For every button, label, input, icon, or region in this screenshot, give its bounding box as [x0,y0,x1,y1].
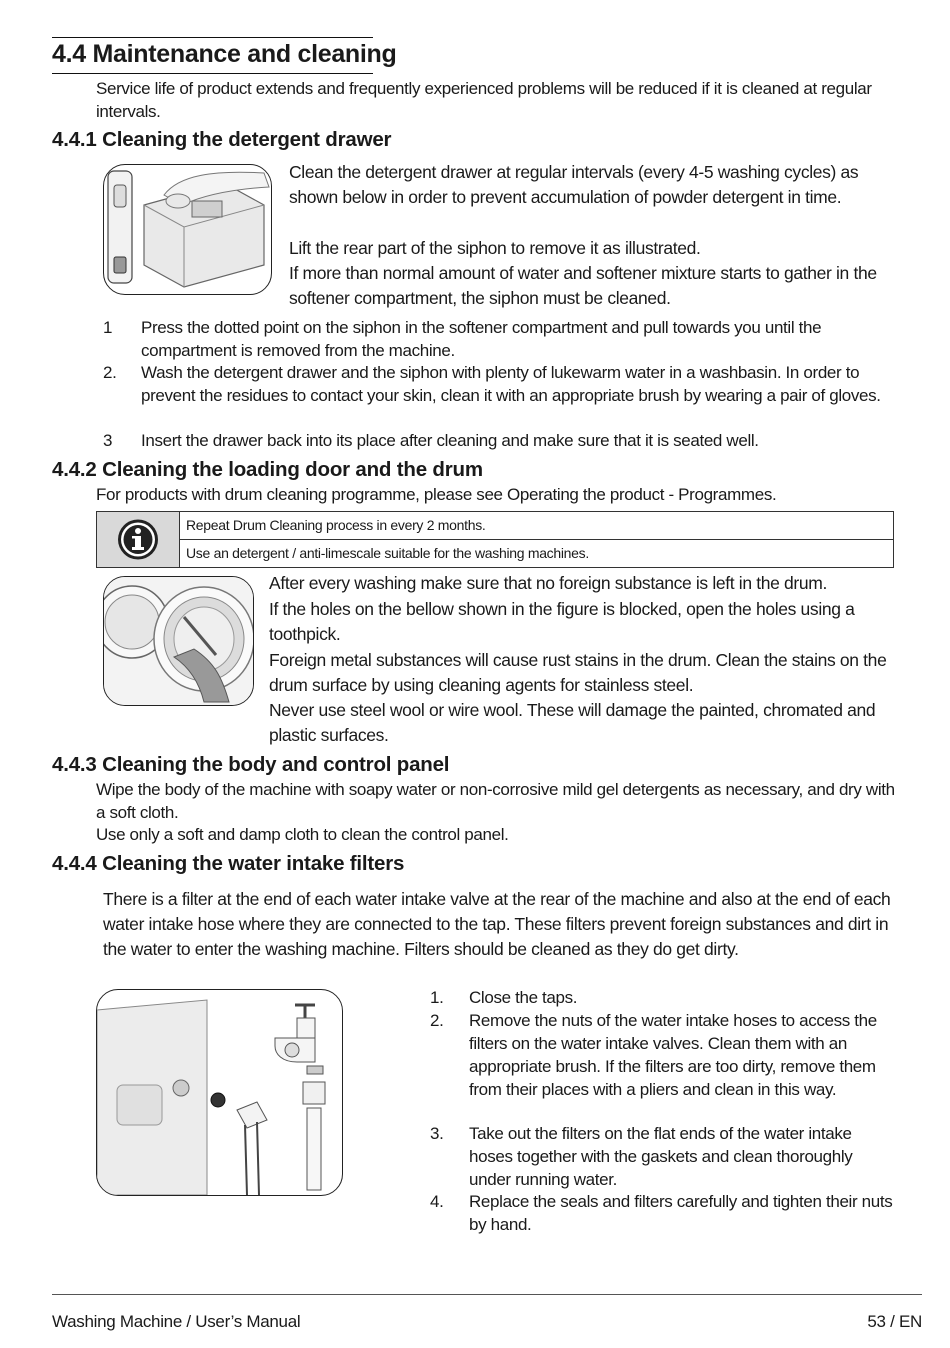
heading-4-4-1: 4.4.1 Cleaning the detergent drawer [52,128,392,151]
body-para-1: Wipe the body of the machine with soapy water or non-corrosive mild gel detergents as necessary, and dry with a soft cloth. [96,780,895,822]
filters-intro: There is a filter at the end of each water intake valve at the rear of the machine and also at the end of each water intake hose where they are connected to the tap. These filters prevent foreign substances and dirt in the water to enter the washing machine. Filters should be cleaned as they do get dirty. [103,889,891,959]
footer-manual-title: Washing Machine / User’s Manual [52,1312,301,1331]
body-para-2: Use only a soft and damp cloth to clean the control panel. [96,825,509,844]
drum-para-1: After every washing make sure that no foreign substance is left in the drum. [269,573,828,593]
drum-para-4: Never use steel wool or wire wool. These will damage the painted, chromated and plastic surfaces. [269,700,876,745]
info-icon [97,512,180,567]
drum-para-2: If the holes on the bellow shown in the figure is blocked, open the holes using a toothpick. [269,599,855,644]
section-title: 4.4 Maintenance and cleaning [52,40,397,68]
footer-page-number: 53 / EN [867,1312,922,1331]
list-number: 3. [430,1124,444,1143]
list-text: Take out the filters on the flat ends of the water intake hoses together with the gaskets and clean thoroughly under running water. [469,1124,853,1189]
top-rule [52,37,373,38]
drum-intro: For products with drum cleaning programme, please see Operating the product - Programmes. [96,485,777,504]
footer-rule [52,1294,922,1295]
list-text: Press the dotted point on the siphon in the softener compartment and pull towards you until the compartment is removed from the machine. [141,318,822,360]
list-text: Close the taps. [469,988,578,1007]
list-item [430,986,895,1009]
detergent-drawer-illustration-icon [103,164,272,295]
list-number: 1 [103,318,113,337]
info-row: Use an detergent / anti-limescale suitable for the washing machines. [180,539,893,566]
title-underline [52,73,373,74]
drawer-para-3: If more than normal amount of water and softener mixture starts to gather in the softener compartment, the siphon must be cleaned. [289,263,877,309]
drawer-para-1: Clean the detergent drawer at regular intervals (every 4-5 washing cycles) as shown below in order to prevent accumulation of powder detergent in time. [289,162,859,208]
list-text: Replace the seals and filters carefully and tighten their nuts by hand. [469,1192,893,1234]
info-note-table [96,511,894,568]
list-number: 4. [430,1192,444,1211]
info-row: Repeat Drum Cleaning process in every 2 months. [186,517,486,533]
list-item [103,429,893,452]
heading-4-4-2: 4.4.2 Cleaning the loading door and the drum [52,458,483,481]
list-text: Insert the drawer back into its place after cleaning and make sure that it is seated well. [141,431,759,450]
list-number: 3 [103,431,113,450]
list-text: Wash the detergent drawer and the siphon with plenty of lukewarm water in a washbasin. In order to prevent the residues to contact your skin, clean it with an appropriate brush by wearing a pair of gloves. [141,363,881,405]
list-number: 2. [430,1011,444,1030]
list-item [430,1190,895,1236]
drum-cleaning-illustration-icon [103,576,254,706]
list-item [103,361,893,430]
list-text: Remove the nuts of the water intake hoses to access the filters on the water intake valves. Clean them with an appropriate brush. If the filters are too dirty, remove them from their places with a pliers and clean in this way. [469,1011,877,1099]
list-item [430,1122,895,1191]
list-number: 2. [103,363,117,382]
heading-4-4-3: 4.4.3 Cleaning the body and control panel [52,753,450,776]
list-item [103,316,893,362]
list-item [430,1009,895,1124]
section-intro: Service life of product extends and frequently experienced problems will be reduced if it is cleaned at regular intervals. [96,79,872,121]
heading-4-4-4: 4.4.4 Cleaning the water intake filters [52,852,405,875]
drum-para-3: Foreign metal substances will cause rust stains in the drum. Clean the stains on the drum surface by using cleaning agents for stainless steel. [269,650,887,695]
drawer-para-2: Lift the rear part of the siphon to remove it as illustrated. [289,238,701,258]
water-intake-filter-illustration-icon [96,989,343,1196]
list-number: 1. [430,988,444,1007]
